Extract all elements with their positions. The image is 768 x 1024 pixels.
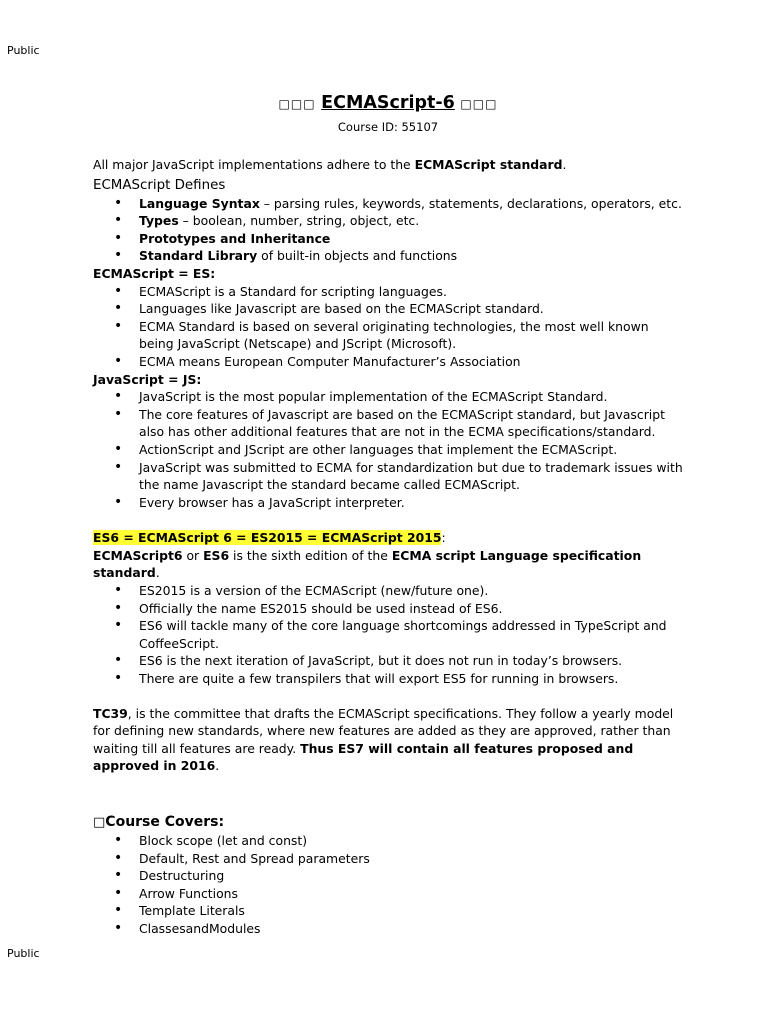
course-covers-list	[93, 832, 683, 938]
js-heading: JavaScript = JS:	[93, 371, 202, 387]
list-item: • Language Syntax – parsing rules, keywords, statements, declarations, operators, etc.	[93, 195, 683, 213]
course-covers-heading: □Course Covers:	[93, 814, 225, 830]
list-item: • Officially the name ES2015 should be used instead of ES6.	[93, 600, 683, 618]
document-body	[93, 92, 683, 938]
defines-heading: ECMAScript Defines	[93, 177, 226, 193]
tc39-paragraph: TC39, is the committee that drafts the ECMAScript specifications. They follow a yearly model for defining new standards, where new features are added as they are approved, rather than waiting till all features are ready. Thus ES7 will contain all features proposed and approved in 2016.	[93, 705, 674, 774]
es6-heading: ES6 = ECMAScript 6 = ES2015 = ECMAScript 2015:	[93, 530, 446, 546]
title-prefix-glyphs: □□□	[278, 97, 316, 111]
title-text: ECMAScript-6	[321, 93, 455, 113]
list-item: • Languages like Javascript are based on the ECMAScript standard.	[93, 300, 683, 318]
list-item: • There are quite a few transpilers that will export ES5 for running in browsers.	[93, 670, 683, 688]
list-item: • Standard Library of built-in objects and functions	[93, 247, 683, 265]
list-item: • JavaScript is the most popular implementation of the ECMAScript Standard.	[93, 388, 683, 406]
list-item: • JavaScript was submitted to ECMA for standardization but due to trademark issues with the name Javascript the standard became called ECMAScript.	[93, 459, 683, 494]
list-item: • ES6 is the next iteration of JavaScript, but it does not run in today’s browsers.	[93, 652, 683, 670]
list-item: • ClassesandModules	[93, 920, 683, 938]
es-list	[93, 283, 683, 371]
list-item: • ES6 will tackle many of the core language shortcomings addressed in TypeScript and CoffeeScript.	[93, 617, 683, 652]
list-item: • Default, Rest and Spread parameters	[93, 850, 683, 868]
title-suffix-glyphs: □□□	[460, 97, 498, 111]
defines-list	[93, 195, 683, 265]
list-item: • Every browser has a JavaScript interpreter.	[93, 494, 683, 512]
list-item: • ES2015 is a version of the ECMAScript (new/future one).	[93, 582, 683, 600]
checkbox-icon: □	[93, 815, 106, 830]
list-item: • Arrow Functions	[93, 885, 683, 903]
list-item: • ECMA means European Computer Manufacturer’s Association	[93, 353, 683, 371]
list-item: • ECMAScript is a Standard for scripting languages.	[93, 283, 683, 301]
es6-list	[93, 582, 683, 688]
list-item: • The core features of Javascript are based on the ECMAScript standard, but Javascript also has other additional features that are not in the ECMA specifications/standard.	[93, 406, 683, 441]
intro-paragraph: All major JavaScript implementations adhere to the ECMAScript standard.	[93, 157, 567, 172]
classification-mark-bottom: Public	[7, 947, 40, 960]
list-item: • Destructuring	[93, 867, 683, 885]
list-item: • ActionScript and JScript are other languages that implement the ECMAScript.	[93, 441, 683, 459]
es6-description: ECMAScript6 or ES6 is the sixth edition of the ECMA script Language specification standard.	[93, 547, 642, 581]
list-item: • Template Literals	[93, 902, 683, 920]
classification-mark-top: Public	[7, 44, 40, 57]
list-item: • Prototypes and Inheritance	[93, 230, 683, 248]
js-list	[93, 388, 683, 511]
course-id: Course ID: 55107	[337, 120, 439, 134]
es-heading: ECMAScript = ES:	[93, 265, 216, 281]
list-item: • ECMA Standard is based on several originating technologies, the most well known being JavaScript (Netscape) and JScript (Microsoft).	[93, 318, 683, 353]
document-title	[93, 92, 683, 115]
list-item: • Block scope (let and const)	[93, 832, 683, 850]
es6-highlight: ES6 = ECMAScript 6 = ES2015 = ECMAScript 2015	[93, 530, 442, 546]
list-item: • Types – boolean, number, string, object, etc.	[93, 212, 683, 230]
